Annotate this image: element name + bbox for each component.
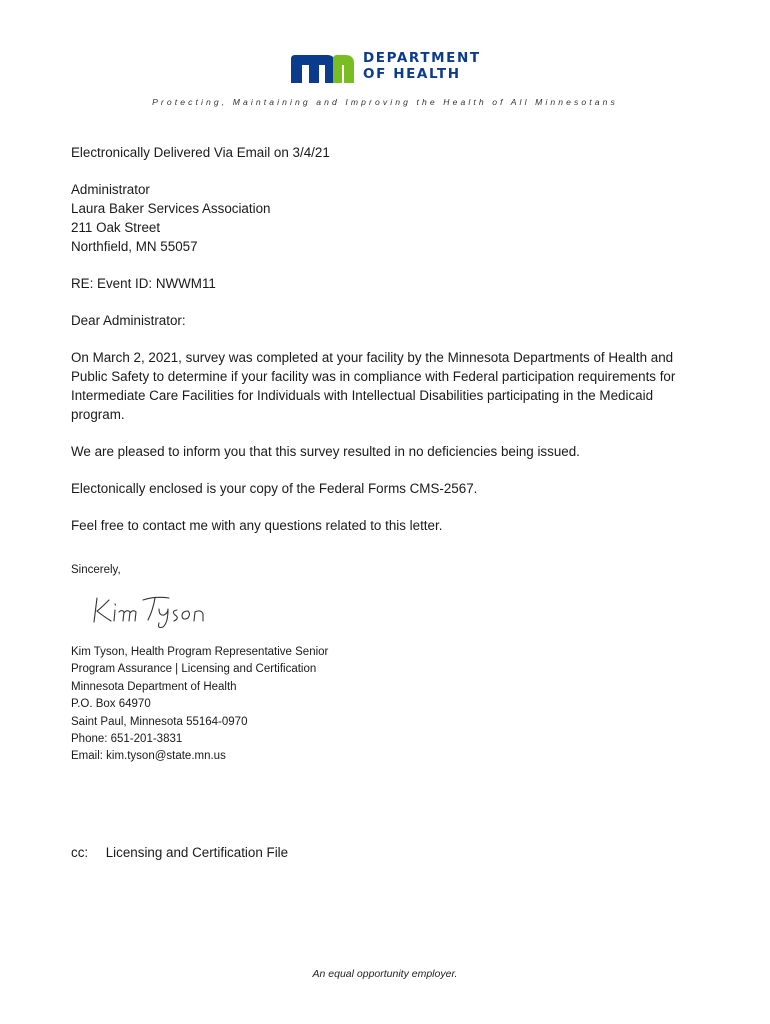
- signature-line: Phone: 651-201-3831: [71, 733, 183, 746]
- reference-line: RE: Event ID: NWWM11: [71, 276, 216, 291]
- cc-label: cc:: [71, 845, 89, 860]
- signature-line: P.O. Box 64970: [71, 698, 151, 711]
- closing: Sincerely,: [71, 564, 121, 576]
- cc-value: Licensing and Certification File: [105, 845, 289, 860]
- address-line: 211 Oak Street: [71, 220, 161, 235]
- cc-line: [71, 845, 288, 860]
- paragraph-line: On March 2, 2021, survey was completed at your facility by the Minnesota Departments of Health and: [71, 350, 674, 365]
- signature-line: Program Assurance | Licensing and Certification: [71, 663, 317, 676]
- mn-logo-icon: [289, 53, 355, 83]
- logo-line-2: OF HEALTH: [363, 65, 461, 82]
- delivery-line: Electronically Delivered Via Email on 3/4/21: [71, 145, 330, 160]
- letter-body: [71, 143, 711, 766]
- handwritten-signature: [91, 590, 711, 632]
- address-line: Administrator: [71, 182, 150, 197]
- address-line: Laura Baker Services Association: [71, 201, 271, 216]
- signature-line: Minnesota Department of Health: [71, 680, 237, 693]
- address-line: Northfield, MN 55057: [71, 239, 198, 254]
- paragraph-line: Intermediate Care Facilities for Individuals with Intellectual Disabilities participating in the Medicaid: [71, 388, 654, 403]
- mdh-logo: [289, 51, 489, 87]
- paragraph-enclosure: Electonically enclosed is your copy of the Federal Forms CMS-2567.: [71, 481, 478, 496]
- signature-line: Kim Tyson, Health Program Representative Senior: [71, 646, 329, 658]
- signature-line: Saint Paul, Minnesota 55164-0970: [71, 715, 248, 728]
- paragraph-line: program.: [71, 407, 125, 422]
- signature-line: Email: kim.tyson@state.mn.us: [71, 750, 226, 763]
- recipient-address: [71, 180, 711, 256]
- logo-line-1: DEPARTMENT: [363, 50, 481, 66]
- paragraph-result: We are pleased to inform you that this survey resulted in no deficiencies being issued.: [71, 444, 580, 459]
- signature-block: [71, 644, 711, 766]
- tagline: Protecting, Maintaining and Improving the Health of All Minnesotans: [152, 97, 618, 107]
- paragraph-contact: Feel free to contact me with any questions related to this letter.: [71, 518, 443, 533]
- paragraph-line: Public Safety to determine if your facility was in compliance with Federal participation requirements for: [71, 369, 676, 384]
- salutation: Dear Administrator:: [71, 313, 186, 328]
- footer-text: An equal opportunity employer.: [312, 968, 458, 980]
- paragraph-survey: [71, 348, 711, 424]
- logo-wordmark: [363, 51, 481, 82]
